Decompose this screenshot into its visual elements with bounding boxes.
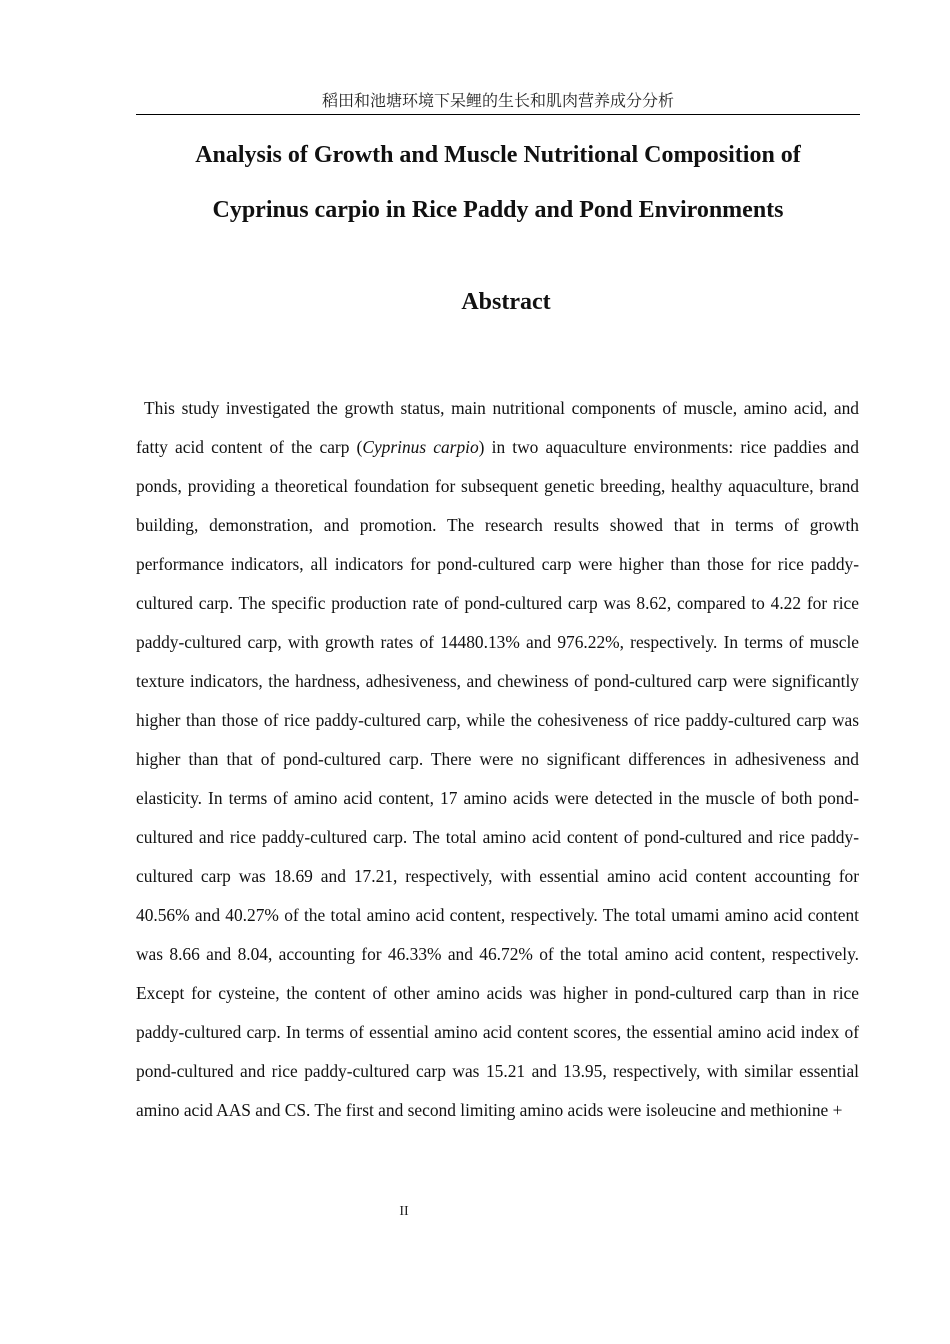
page-number: II [399,1204,409,1219]
running-header: 稻田和池塘环境下呆鲤的生长和肌肉营养成分分析 [321,91,674,110]
species-name: Cyprinus carpio [362,437,479,457]
paper-title-line-1: Analysis of Growth and Muscle Nutritional Composition of [195,142,801,168]
abstract-body [136,389,859,1130]
abstract-heading: Abstract [461,289,551,315]
paper-title-line-2: Cyprinus carpio in Rice Paddy and Pond Environments [212,197,784,223]
abstract-text-part-1: This study investigated the growth status, main nutritional components of muscle, amino acid, and fatty acid content of the carp ( [136,398,859,457]
paper-title [136,128,860,238]
header-rule [136,114,860,115]
abstract-text-part-2: ) in two aquaculture environments: rice paddies and ponds, providing a theoretical foundation for subsequent genetic breeding, healthy aquaculture, brand building, demonstration, and promotion. The research results showed that in terms of growth performance indicators, all indicators for pond-cultured carp were higher than those for rice paddy-cultured carp. The specific production rate of pond-cultured carp was 8.62, compared to 4.22 for rice paddy-cultured carp, with growth rates of 14480.13% and 976.22%, respectively. In terms of muscle texture indicators, the hardness, adhesiveness, and chewiness of pond-cultured carp were significantly higher than those of rice paddy-cultured carp, while the cohesiveness of rice paddy-cultured carp was higher than that of pond-cultured carp. There were no significant differences in adhesiveness and elasticity. In terms of amino acid content, 17 amino acids were detected in the muscle of both pond-cultured and rice paddy-cultured carp. The total amino acid content of pond-cultured and rice paddy-cultured carp was 18.69 and 17.21, respectively, with essential amino acid content accounting for 40.56% and 40.27% of the total amino acid content, respectively. The total umami amino acid content was 8.66 and 8.04, accounting for 46.33% and 46.72% of the total amino acid content, respectively. Except for cysteine, the content of other amino acids was higher in pond-cultured carp than in rice paddy-cultured carp. In terms of essential amino acid content scores, the essential amino acid index of pond-cultured and rice paddy-cultured carp was 15.21 and 13.95, respectively, with similar essential amino acid AAS and CS. The first and second limiting amino acids were isoleucine and methionine + [136,437,859,1120]
